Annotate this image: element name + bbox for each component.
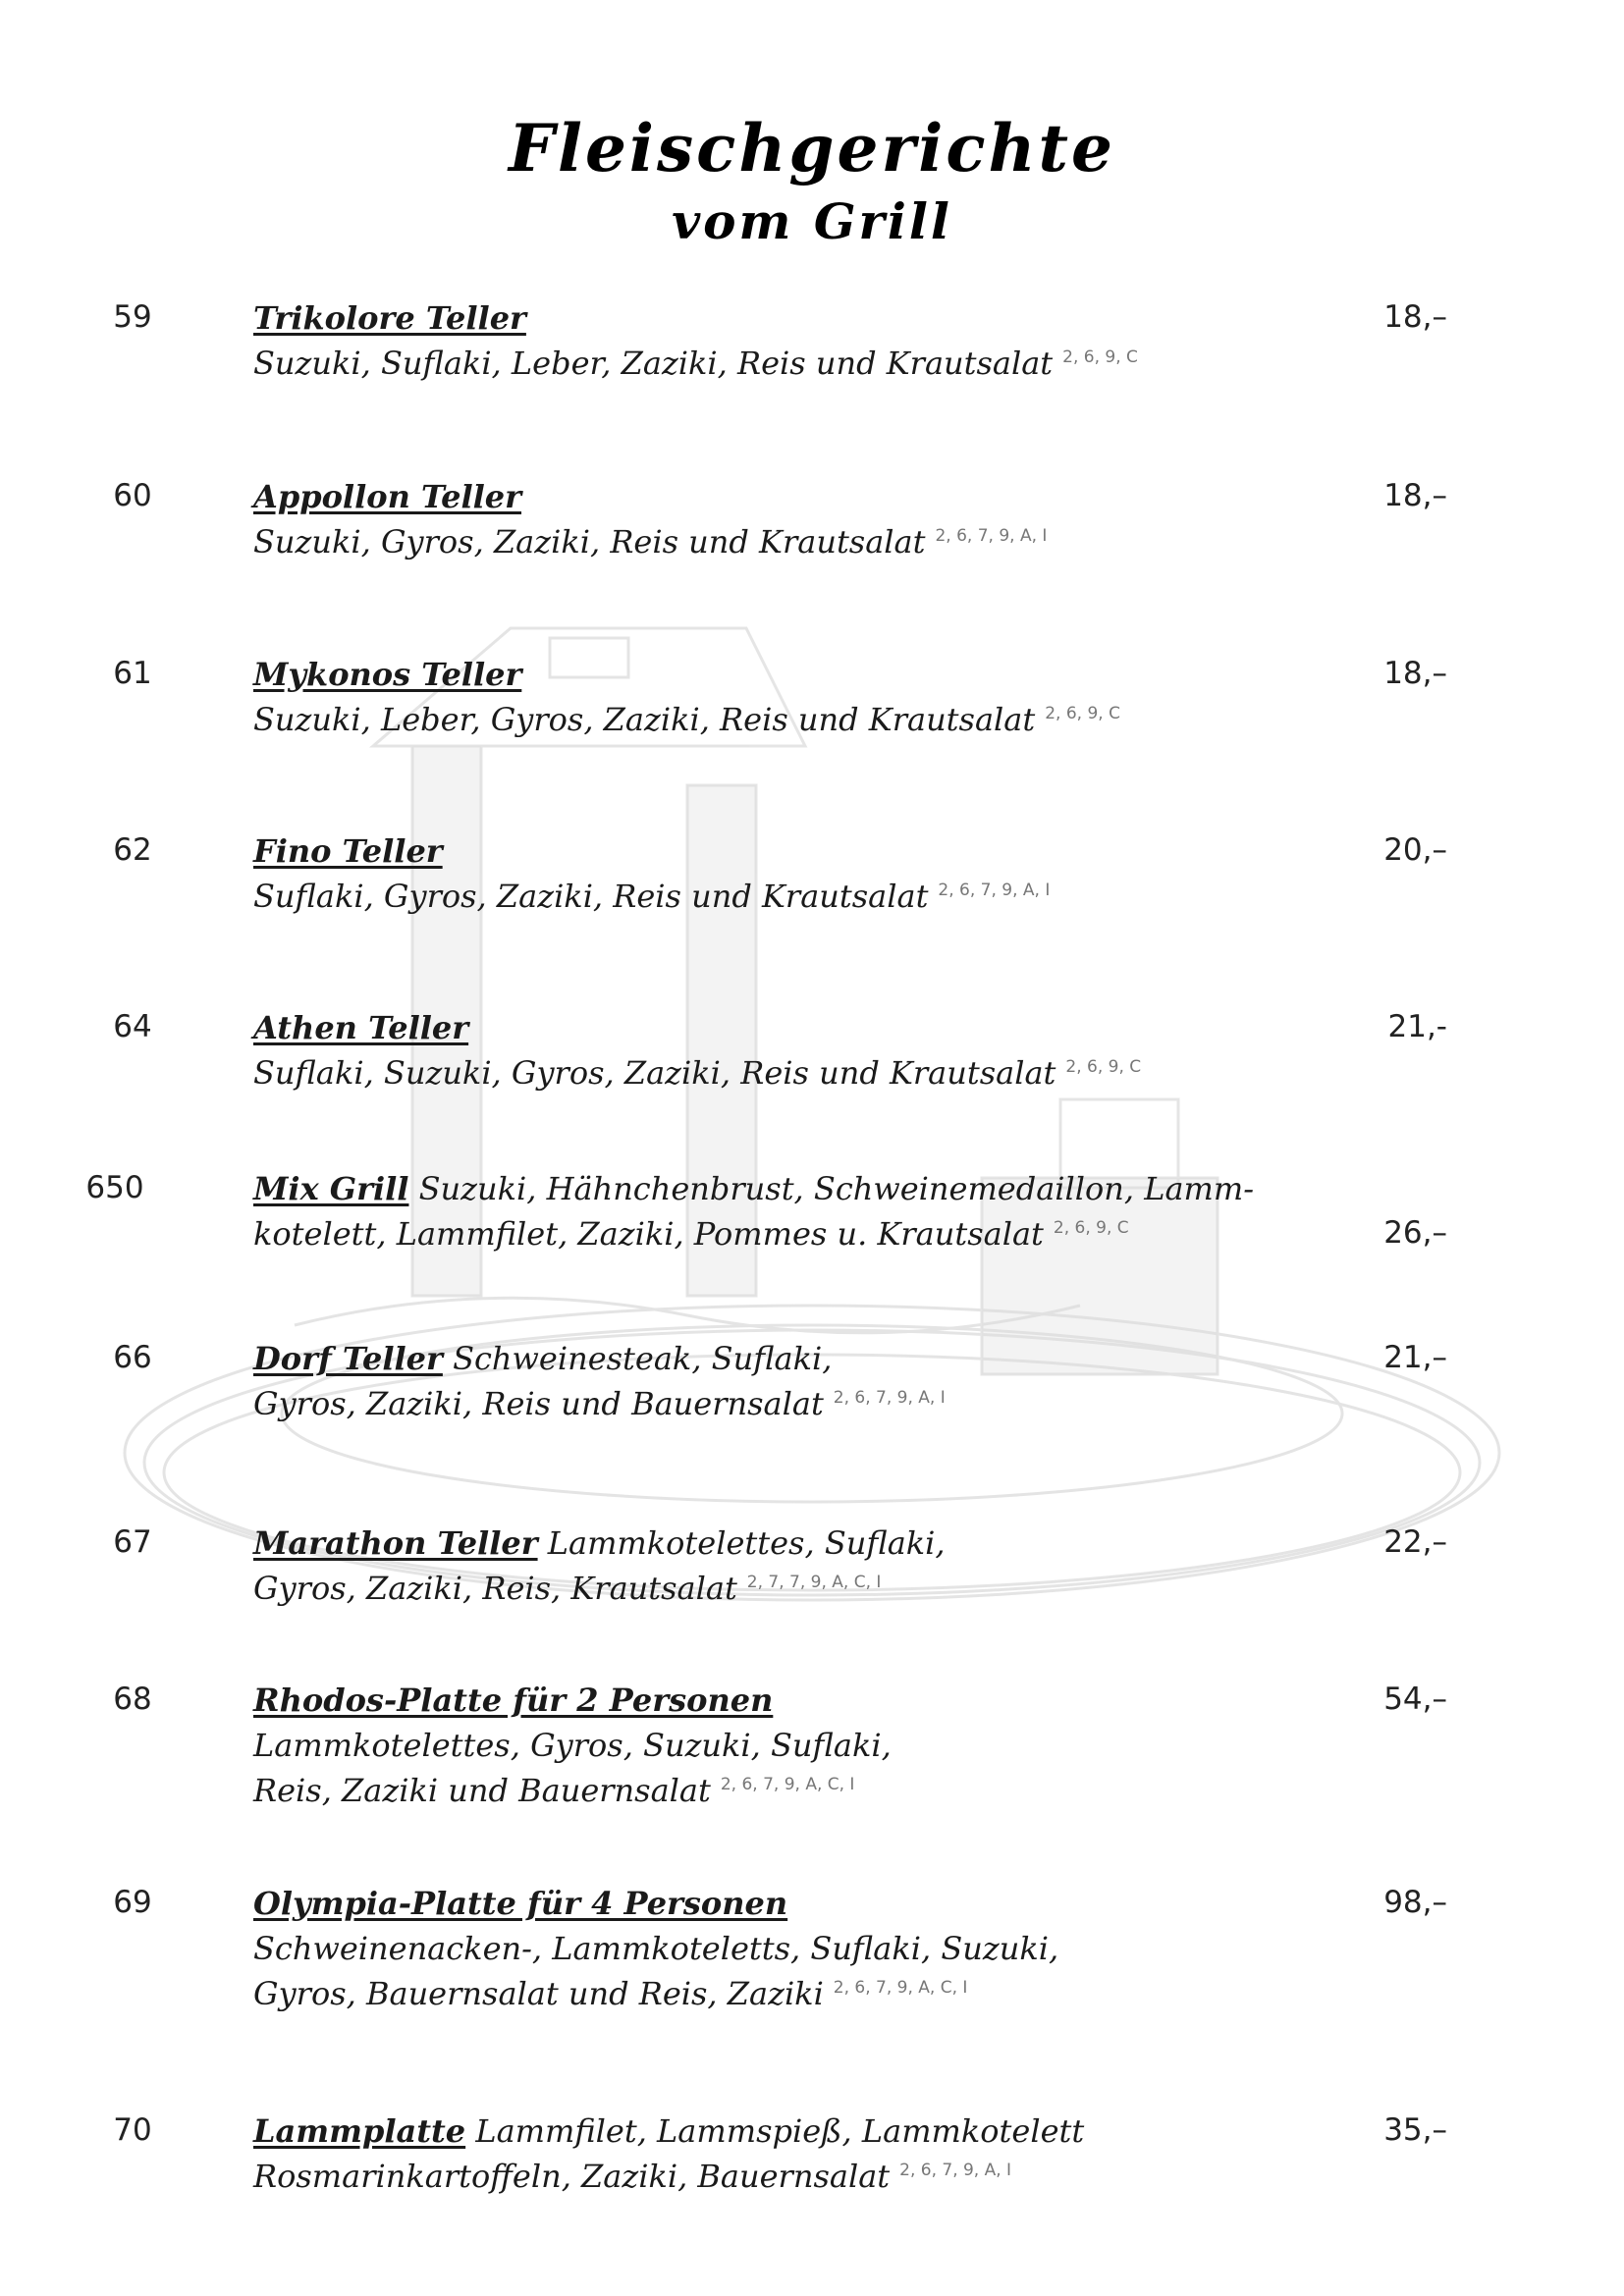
item-price: 21,- — [1387, 1009, 1447, 1044]
item-description: Schweinesteak, Suflaki, — [453, 1340, 833, 1377]
item-price: 18,– — [1383, 656, 1447, 691]
item-number: 61 — [113, 656, 152, 691]
item-price: 26,– — [1383, 1215, 1447, 1251]
item-name: Mykonos Teller — [253, 656, 522, 693]
item-description: Lammfilet, Lammspieß, Lammkotelett — [475, 2112, 1085, 2150]
item-number: 650 — [85, 1170, 144, 1205]
allergen-codes: 2, 6, 7, 9, A, I — [833, 1388, 946, 1409]
item-description: Lammkotelettes, Suflaki, — [547, 1524, 946, 1562]
item-name: Appollon Teller — [253, 478, 522, 515]
item-number: 69 — [113, 1885, 152, 1920]
allergen-codes: 2, 6, 7, 9, A, I — [935, 526, 1048, 547]
allergen-codes: 2, 6, 7, 9, A, C, I — [720, 1775, 855, 1795]
item-number: 67 — [113, 1524, 152, 1560]
item-description: Rosmarinkartoffeln, Zaziki, Bauernsalat — [253, 2158, 891, 2195]
item-price: 54,– — [1383, 1682, 1447, 1717]
item-name: Olympia-Platte für 4 Personen — [253, 1885, 788, 1922]
page-title: Fleischgerichte — [509, 110, 1115, 187]
item-price: 21,– — [1383, 1340, 1447, 1375]
item-name: Marathon Teller — [253, 1524, 538, 1562]
page-subtitle: vom Grill — [672, 192, 952, 250]
item-name: Trikolore Teller — [253, 299, 526, 337]
item-description: Suflaki, Gyros, Zaziki, Reis und Krautsalat — [253, 878, 929, 915]
item-price: 18,– — [1383, 299, 1447, 335]
item-description: Reis, Zaziki und Bauernsalat — [253, 1772, 711, 1809]
item-number: 60 — [113, 478, 152, 513]
item-description: Suzuki, Hähnchenbrust, Schweinemedaillon, Lamm- — [418, 1170, 1255, 1207]
item-description: Suzuki, Gyros, Zaziki, Reis und Krautsalat — [253, 523, 926, 561]
allergen-codes: 2, 6, 7, 9, A, I — [938, 881, 1051, 901]
item-name: Rhodos-Platte für 2 Personen — [253, 1682, 774, 1719]
item-price: 18,– — [1383, 478, 1447, 513]
item-price: 20,– — [1383, 832, 1447, 868]
allergen-codes: 2, 6, 7, 9, A, I — [899, 2161, 1012, 2181]
item-name: Dorf Teller — [253, 1340, 443, 1377]
item-name: Athen Teller — [253, 1009, 469, 1046]
item-number: 59 — [113, 299, 152, 335]
item-description: kotelett, Lammfilet, Zaziki, Pommes u. Krautsalat — [253, 1215, 1044, 1253]
item-name: Mix Grill — [253, 1170, 409, 1207]
item-price: 35,– — [1383, 2112, 1447, 2148]
allergen-codes: 2, 7, 7, 9, A, C, I — [746, 1573, 882, 1593]
item-description: Suzuki, Leber, Gyros, Zaziki, Reis und Krautsalat — [253, 701, 1036, 738]
item-number: 70 — [113, 2112, 152, 2148]
item-price: 22,– — [1383, 1524, 1447, 1560]
allergen-codes: 2, 6, 9, C — [1062, 347, 1138, 368]
item-description: Lammkotelettes, Gyros, Suzuki, Suflaki, — [253, 1727, 892, 1764]
allergen-codes: 2, 6, 9, C — [1053, 1218, 1129, 1239]
item-description: Suzuki, Suflaki, Leber, Zaziki, Reis und Krautsalat — [253, 345, 1054, 382]
item-description: Schweinenacken-, Lammkoteletts, Suflaki, Suzuki, — [253, 1930, 1059, 1967]
item-number: 68 — [113, 1682, 152, 1717]
item-description: Gyros, Bauernsalat und Reis, Zaziki — [253, 1975, 824, 2012]
allergen-codes: 2, 6, 7, 9, A, C, I — [833, 1978, 968, 1999]
item-description: Suflaki, Suzuki, Gyros, Zaziki, Reis und Krautsalat — [253, 1054, 1056, 1092]
item-description: Gyros, Zaziki, Reis, Krautsalat — [253, 1570, 737, 1607]
allergen-codes: 2, 6, 9, C — [1065, 1057, 1142, 1078]
item-name: Fino Teller — [253, 832, 443, 870]
item-number: 62 — [113, 832, 152, 868]
item-name: Lammplatte — [253, 2112, 466, 2150]
item-description: Gyros, Zaziki, Reis und Bauernsalat — [253, 1385, 824, 1422]
allergen-codes: 2, 6, 9, C — [1045, 704, 1120, 724]
item-number: 64 — [113, 1009, 152, 1044]
item-price: 98,– — [1383, 1885, 1447, 1920]
item-number: 66 — [113, 1340, 152, 1375]
